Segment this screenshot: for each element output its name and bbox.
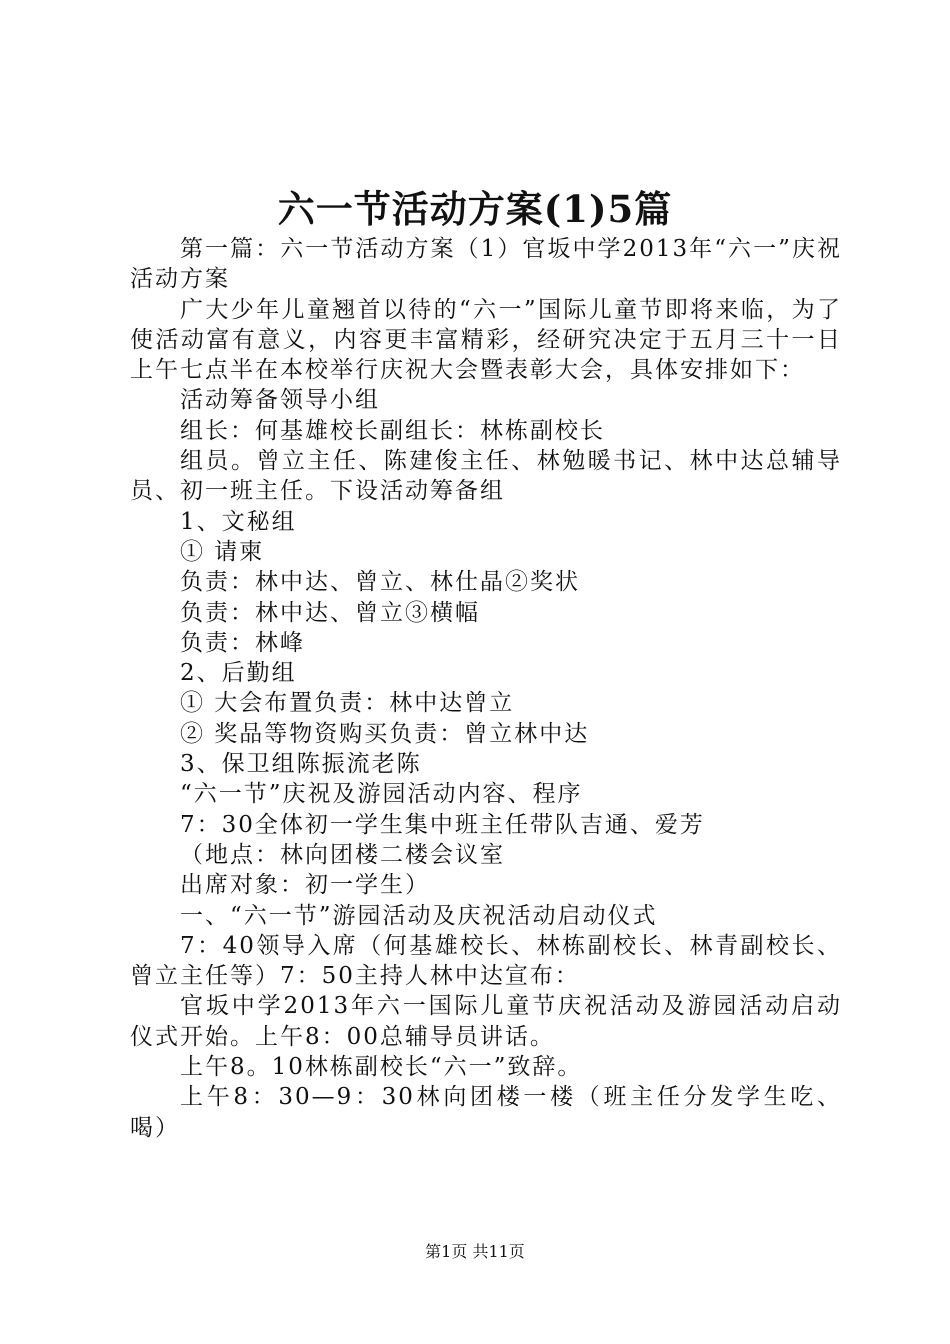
paragraph: 7：40领导入席（何基雄校长、林栋副校长、林青副校长、曾立主任等）7：50主持人林中达宣布： [130, 932, 842, 990]
paragraph: ② 奖品等物资购买负责：曾立林中达 [180, 720, 590, 747]
paragraph: 负责：林中达、曾立、林仕晶②奖状 [180, 569, 580, 596]
paragraph: 负责：林峰 [180, 629, 305, 656]
paragraph: 官坂中学2013年六一国际儿童节庆祝活动及游园活动启动仪式开始。上午8：00总辅导员讲话。 [130, 993, 842, 1050]
paragraph: “六一节”庆祝及游园活动内容、程序 [180, 781, 583, 808]
document-title: 六一节活动方案(1)5篇 [277, 187, 673, 231]
paragraph: 出席对象：初一学生） [180, 872, 430, 899]
paragraph: 3、保卫组陈振流老陈 [180, 751, 422, 778]
paragraph: 组长：何基雄校长副组长：林栋副校长 [180, 417, 605, 444]
paragraph: 上午8。10林栋副校长“六一”致辞。 [180, 1054, 583, 1081]
paragraph: 1、文秘组 [180, 508, 297, 535]
paragraph: 2、后勤组 [180, 660, 297, 687]
paragraph: 第一篇：六一节活动方案（1）官坂中学2013年“六一”庆祝活动方案 [130, 236, 842, 293]
document-body [130, 234, 842, 1143]
paragraph: 一、“六一节”游园活动及庆祝活动启动仪式 [180, 902, 658, 929]
page-number-footer: 第1页 共11页 [425, 1242, 525, 1261]
paragraph: 组员。曾立主任、陈建俊主任、林勉暖书记、林中达总辅导员、初一班主任。下设活动筹备组 [130, 448, 842, 505]
paragraph: 广大少年儿童翘首以待的“六一”国际儿童节即将来临，为了使活动富有意义，内容更丰富精彩，经研究决定于五月三十一日上午七点半在本校举行庆祝大会暨表彰大会，具体安排如下： [130, 296, 842, 384]
paragraph: 负责：林中达、曾立③横幅 [180, 599, 480, 626]
paragraph: 7：30全体初一学生集中班主任带队吉通、爱芳 [180, 811, 705, 838]
paragraph: ① 请柬 [180, 538, 265, 565]
paragraph: 上午8：30—9：30林向团楼一楼（班主任分发学生吃、喝） [130, 1084, 842, 1141]
paragraph: 活动筹备领导小组 [180, 387, 380, 414]
paragraph: （地点：林向团楼二楼会议室 [180, 841, 505, 868]
paragraph: ① 大会布置负责：林中达曾立 [180, 690, 515, 717]
